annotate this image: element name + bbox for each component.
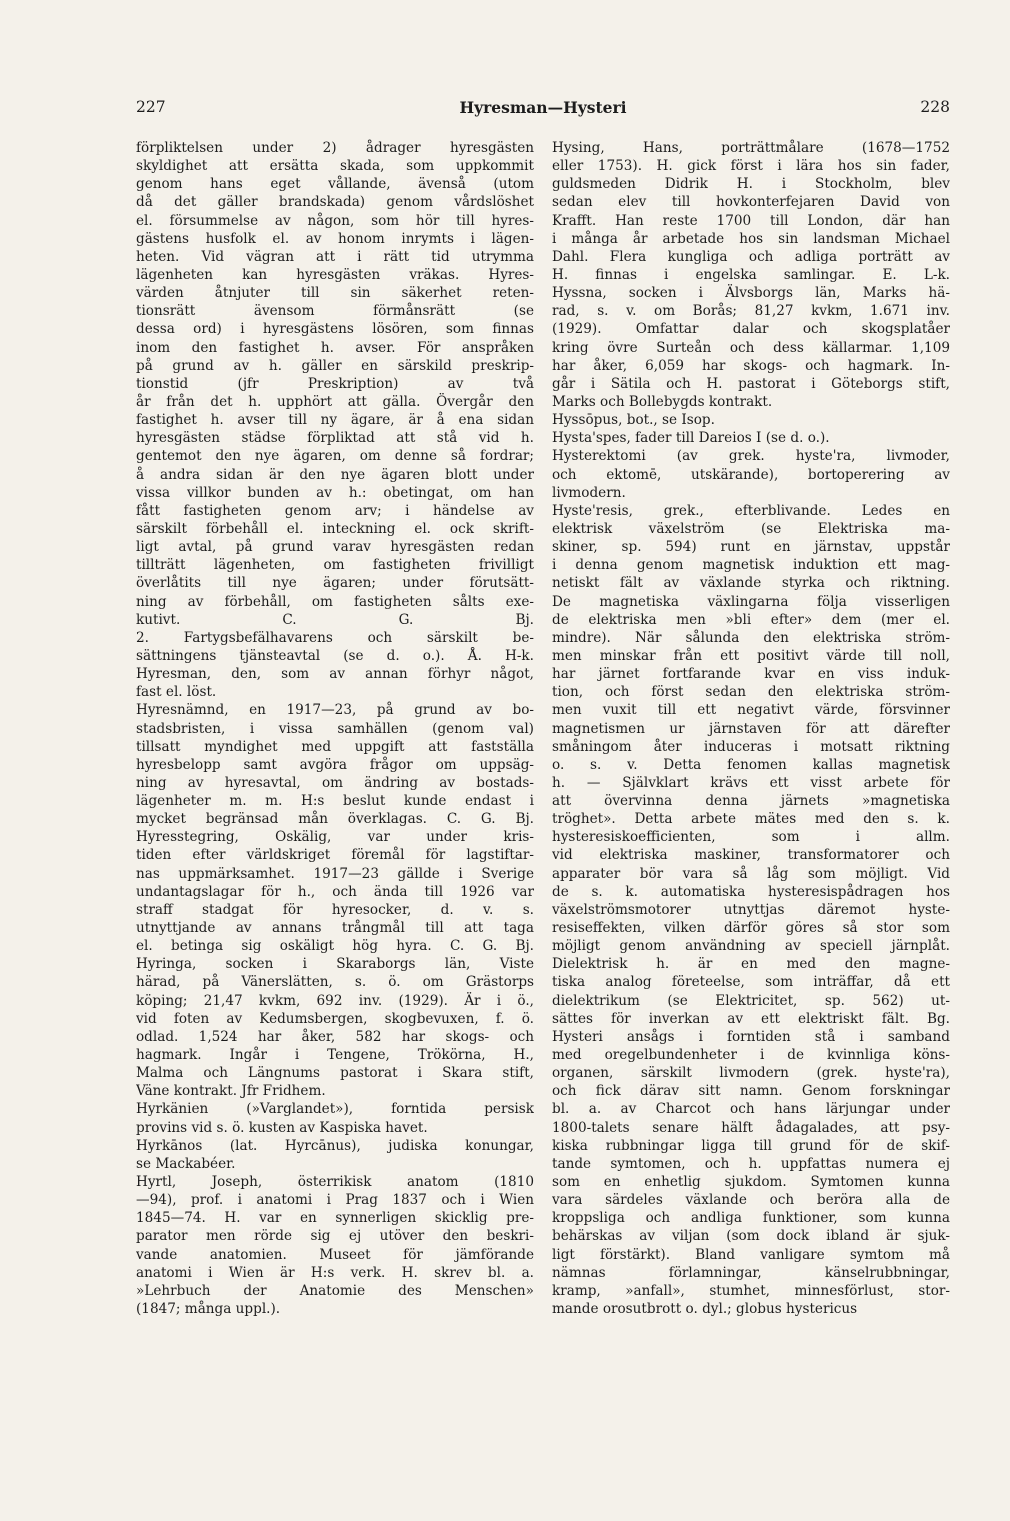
text-line: Dielektrisk h. är en med den magne- (552, 956, 950, 973)
text-line: Dahl. Flera kungliga och adliga porträtt av (552, 248, 950, 265)
text-line: sättes för inverkan av ett elektriskt fält. Bg. (552, 1010, 950, 1027)
text-line: hyresbelopp samt avgöra frågor om uppsäg- (136, 756, 534, 773)
text-line: småningom åter induceras i motsatt riktning (552, 738, 950, 755)
text-line: resiseffekten, vilken därför göres så stor som (552, 920, 950, 937)
text-line: (1929). Omfattar dalar och skogsplatåer (552, 321, 950, 338)
text-line: apparater bör vara så låg som möjligt. Vid (552, 865, 950, 882)
text-line: de elektriska men »bli efter» dem (mer el. (552, 611, 950, 628)
text-line: behärskas av viljan (som dock ibland är sjuk- (552, 1228, 950, 1245)
text-line: parator men rörde sig ej utöver den beskri- (136, 1228, 534, 1245)
text-line: odlad. 1,524 har åker, 582 har skogs- och (136, 1028, 534, 1045)
text-line: då det gäller brandskada) genom vårdslöshet (136, 194, 534, 211)
text-line: provins vid s. ö. kusten av Kaspiska havet. (136, 1119, 428, 1136)
text-line: vara särdeles växlande och beröra alla de (552, 1192, 950, 1209)
text-line: och ektomē, utskärande), bortoperering av (552, 466, 950, 483)
text-line: Hysteri ansågs i forntiden stå i samband (552, 1028, 950, 1045)
text-line: stadsbristen, i vissa samhällen (genom val) (136, 720, 534, 737)
text-line: Malma och Längnums pastorat i Skara stift, (136, 1065, 534, 1082)
text-line: 2. Fartygsbefälhavarens och särskilt be- (136, 629, 534, 646)
text-line: sättningens tjänsteavtal (se d. o.). Å. H-k. (136, 647, 534, 664)
text-line: tillträtt lägenheten, om fastigheten frivilligt (136, 557, 534, 574)
text-line: möjligt genom användning av speciell järnplåt. (552, 938, 950, 955)
text-line: att övervinna denna järnets »magnetiska (552, 793, 950, 810)
text-line: fått fastigheten genom arv; i händelse av (136, 502, 534, 519)
text-line: straff stadgat för hyresocker, d. v. s. (136, 901, 534, 918)
text-line: Hyringa, socken i Skaraborgs län, Viste (136, 956, 534, 973)
text-line: men minskar från ett positivt värde till noll, (552, 647, 950, 664)
text-line: har järnet fortfarande kvar en viss induk- (552, 666, 950, 683)
right-column (552, 139, 950, 1318)
text-line: med oregelbundenheter i de kvinnliga köns- (552, 1047, 950, 1064)
text-line: o. s. v. Detta fenomen kallas magnetisk (552, 756, 950, 773)
text-line: överlåtits till nye ägaren; under förutsätt- (136, 575, 534, 592)
text-line: tröghet». Detta arbete mätes med den s. k. (552, 811, 950, 828)
text-line: bl. a. av Charcot och hans lärjungar under (552, 1101, 950, 1118)
page-header (136, 98, 950, 122)
text-line: magnetismen ur järnstaven för att därefter (552, 720, 950, 737)
text-line: fastighet h. avser till ny ägare, är å ena sidan (136, 412, 534, 429)
text-line: köping; 21,47 kvkm, 692 inv. (1929). Är i ö., (136, 992, 534, 1009)
text-line: Hyssōpus, bot., se Isop. (552, 412, 715, 429)
text-line: förpliktelsen under 2) ådrager hyresgästen (136, 140, 534, 156)
text-line: organen, särskilt livmodern (grek. hyste'ra), (552, 1065, 950, 1082)
text-line: de s. k. automatiska hysteresispådragen hos (552, 883, 950, 900)
text-line: Hyrkānos (lat. Hyrcānus), judiska konungar, (136, 1137, 534, 1154)
text-line: anatomi i Wien är H:s verk. H. skrev bl. a. (136, 1264, 534, 1281)
text-line: Hysta'spes, fader till Dareios I (se d. o.). (552, 430, 830, 447)
text-line: H. finnas i engelska samlingar. E. L-k. (552, 266, 950, 283)
text-line: hysteresiskoefficienten, som i allm. (552, 829, 950, 846)
text-line: Hyresnämnd, en 1917—23, på grund av bo- (136, 702, 534, 719)
text-line: dessa ord) i hyresgästens lösören, som finnas (136, 321, 534, 338)
text-line: kramp, »anfall», stumhet, minnesförlust, stor- (552, 1282, 950, 1299)
text-line: gentemot den nye ägaren, om denne så fordrar; (136, 448, 534, 465)
text-line: skyldighet att ersätta skada, som uppkommit (136, 158, 534, 175)
text-line: Hysing, Hans, porträttmålare (1678—1752 (552, 140, 950, 156)
text-line: men vuxit till ett negativt värde, försvinner (552, 702, 950, 719)
text-line: ning av förbehåll, om fastigheten sålts exe- (136, 593, 534, 610)
text-line: rad, s. v. om Borås; 81,27 kvkm, 1.671 inv. (552, 303, 950, 320)
text-line: tiden efter världskriget föremål för lagstiftar- (136, 847, 534, 864)
text-line: värden åtnjuter till sin säkerhet reten- (136, 285, 534, 302)
text-line: kiska rubbningar ligga till grund för de skif- (552, 1137, 950, 1154)
text-line: mycket begränsad mån överklagas. C. G. Bj. (136, 811, 534, 828)
text-line: genom hans eget vållande, ävenså (utom (136, 176, 534, 193)
text-line: vid foten av Kedumsbergen, skogbevuxen, f. ö. (136, 1010, 534, 1027)
text-line: och fick därav sitt namn. Genom forskningar (552, 1083, 950, 1100)
text-line: ning av hyresavtal, om ändring av bostads- (136, 774, 534, 791)
text-line: gästens husfolk el. av honom inrymts i lägen- (136, 230, 534, 247)
text-line: tande symtomen, och h. uppfattas numera ej (552, 1155, 950, 1172)
text-line: ligt förstärkt). Bland vanligare symtom må (552, 1246, 950, 1263)
text-line: undantagslagar för h., och ända till 1926 var (136, 883, 534, 900)
text-line: på grund av h. gäller en särskild preskrip- (136, 357, 534, 374)
text-line: Hyresstegring, Oskälig, var under kris- (136, 829, 534, 846)
text-line: hyresgästen städse förpliktad att stå vid h. (136, 430, 534, 447)
text-line: i denna genom magnetisk induktion ett mag- (552, 557, 950, 574)
text-line: tionsrätt ävensom förmånsrätt (se (136, 303, 534, 320)
text-line: tionstid (jfr Preskription) av två (136, 375, 534, 392)
text-line: utnyttjande av annans trångmål till att taga (136, 920, 534, 937)
text-line: kroppsliga och andliga funktioner, som kunna (552, 1210, 950, 1227)
text-line: nas uppmärksamhet. 1917—23 gällde i Sverige (136, 865, 534, 882)
text-line: el. försummelse av någon, som hör till hyres- (136, 212, 534, 229)
text-line: härad, på Vänerslätten, s. ö. om Grästorps (136, 974, 534, 991)
text-line: fast el. löst. (136, 684, 217, 701)
text-line: Hyssna, socken i Älvsborgs län, Marks hä- (552, 285, 950, 302)
text-line: tion, och först sedan den elektriska ström- (552, 684, 950, 701)
text-line: år från det h. upphört att gälla. Övergår den (136, 393, 534, 410)
text-line: »Lehrbuch der Anatomie des Menschen» (136, 1282, 534, 1299)
text-line: sedan elev till hovkonterfejaren David von (552, 194, 950, 211)
text-line: inom den fastighet h. avser. För anspråken (136, 339, 534, 356)
page-number-right: 228 (920, 98, 950, 116)
text-line: ligt avtal, på grund varav hyresgästen redan (136, 539, 534, 556)
text-line: guldsmeden Didrik H. i Stockholm, blev (552, 176, 950, 193)
text-line: eller 1753). H. gick först i lära hos sin fader, (552, 158, 950, 175)
text-line: å andra sidan är den nye ägaren blott under (136, 466, 534, 483)
text-line: nämnas förlamningar, känselrubbningar, (552, 1264, 950, 1281)
text-line: skiner, sp. 594) runt en järnstav, uppstår (552, 539, 950, 556)
text-line: 1800-talets senare hälft ådagalades, att psy- (552, 1119, 950, 1136)
text-line: som en enhetlig sjukdom. Symtomen kunna (552, 1174, 950, 1191)
text-line: mande orosutbrott o. dyl.; globus hystericus (552, 1301, 858, 1317)
running-title: Hyresman—Hysteri (459, 98, 627, 117)
text-line: Hyrtl, Joseph, österrikisk anatom (1810 (136, 1174, 534, 1191)
left-column (136, 139, 534, 1318)
text-line: De magnetiska växlingarna följa visserligen (552, 593, 950, 610)
text-line: tillsatt myndighet med uppgift att fastställa (136, 738, 534, 755)
text-line: kring övre Surteån och dess källarmar. 1,109 (552, 339, 950, 356)
text-line: el. betinga sig oskäligt hög hyra. C. G. Bj. (136, 938, 534, 955)
text-line: vissa villkor bunden av h.: obetingat, om han (136, 484, 534, 501)
text-line: Hyresman, den, som av annan förhyr något, (136, 666, 534, 683)
text-line: Väne kontrakt. Jfr Fridhem. (136, 1083, 326, 1100)
text-line: dielektrikum (se Elektricitet, sp. 562) ut- (552, 992, 950, 1009)
text-line: Hyrkänien (»Varglandet»), forntida persisk (136, 1101, 534, 1118)
text-line: hagmark. Ingår i Tengene, Trökörna, H., (136, 1047, 534, 1064)
text-line: h. — Självklart krävs ett visst arbete för (552, 774, 950, 791)
text-line: heten. Vid vägran att i rätt tid utrymma (136, 248, 534, 265)
text-line: lägenheter m. m. H:s beslut kunde endast i (136, 793, 534, 810)
text-line: netiskt fält av växlande styrka och riktning. (552, 575, 950, 592)
text-line: tiska analog företeelse, som inträffar, då ett (552, 974, 950, 991)
text-line: särskilt förbehåll el. inteckning el. ock skrift- (136, 520, 534, 537)
text-line: kutivt. C. G. Bj. (136, 611, 534, 628)
text-line: se Mackabéer. (136, 1155, 236, 1172)
text-line: vid elektriska maskiner, transformatorer och (552, 847, 950, 864)
text-line: går i Sätila och H. pastorat i Göteborgs stift, (552, 375, 950, 392)
text-line: Marks och Bollebygds kontrakt. (552, 393, 773, 410)
text-line: 1845—74. H. var en synnerligen skicklig pre- (136, 1210, 534, 1227)
text-line: lägenheten kan hyresgästen vräkas. Hyres- (136, 266, 534, 283)
page-number-left: 227 (136, 98, 166, 116)
text-line: i många år arbetade hos sin landsman Michael (552, 230, 950, 247)
text-line: livmodern. (552, 484, 626, 501)
text-line: vande anatomien. Museet för jämförande (136, 1246, 534, 1263)
text-line: mindre). När sålunda den elektriska ström- (552, 629, 950, 646)
text-line: Hyste'resis, grek., efterblivande. Ledes en (552, 502, 950, 519)
text-line: har åker, 6,059 har skogs- och hagmark. In- (552, 357, 950, 374)
text-line: Hysterektomi (av grek. hyste'ra, livmoder, (552, 448, 950, 465)
text-line: växelströmsmotorer utnyttjas däremot hyste- (552, 901, 950, 918)
text-line: —94), prof. i anatomi i Prag 1837 och i Wien (136, 1192, 534, 1209)
text-line: Krafft. Han reste 1700 till London, där han (552, 212, 950, 229)
text-line: elektrisk växelström (se Elektriska ma- (552, 520, 950, 537)
text-line: (1847; många uppl.). (136, 1301, 281, 1317)
